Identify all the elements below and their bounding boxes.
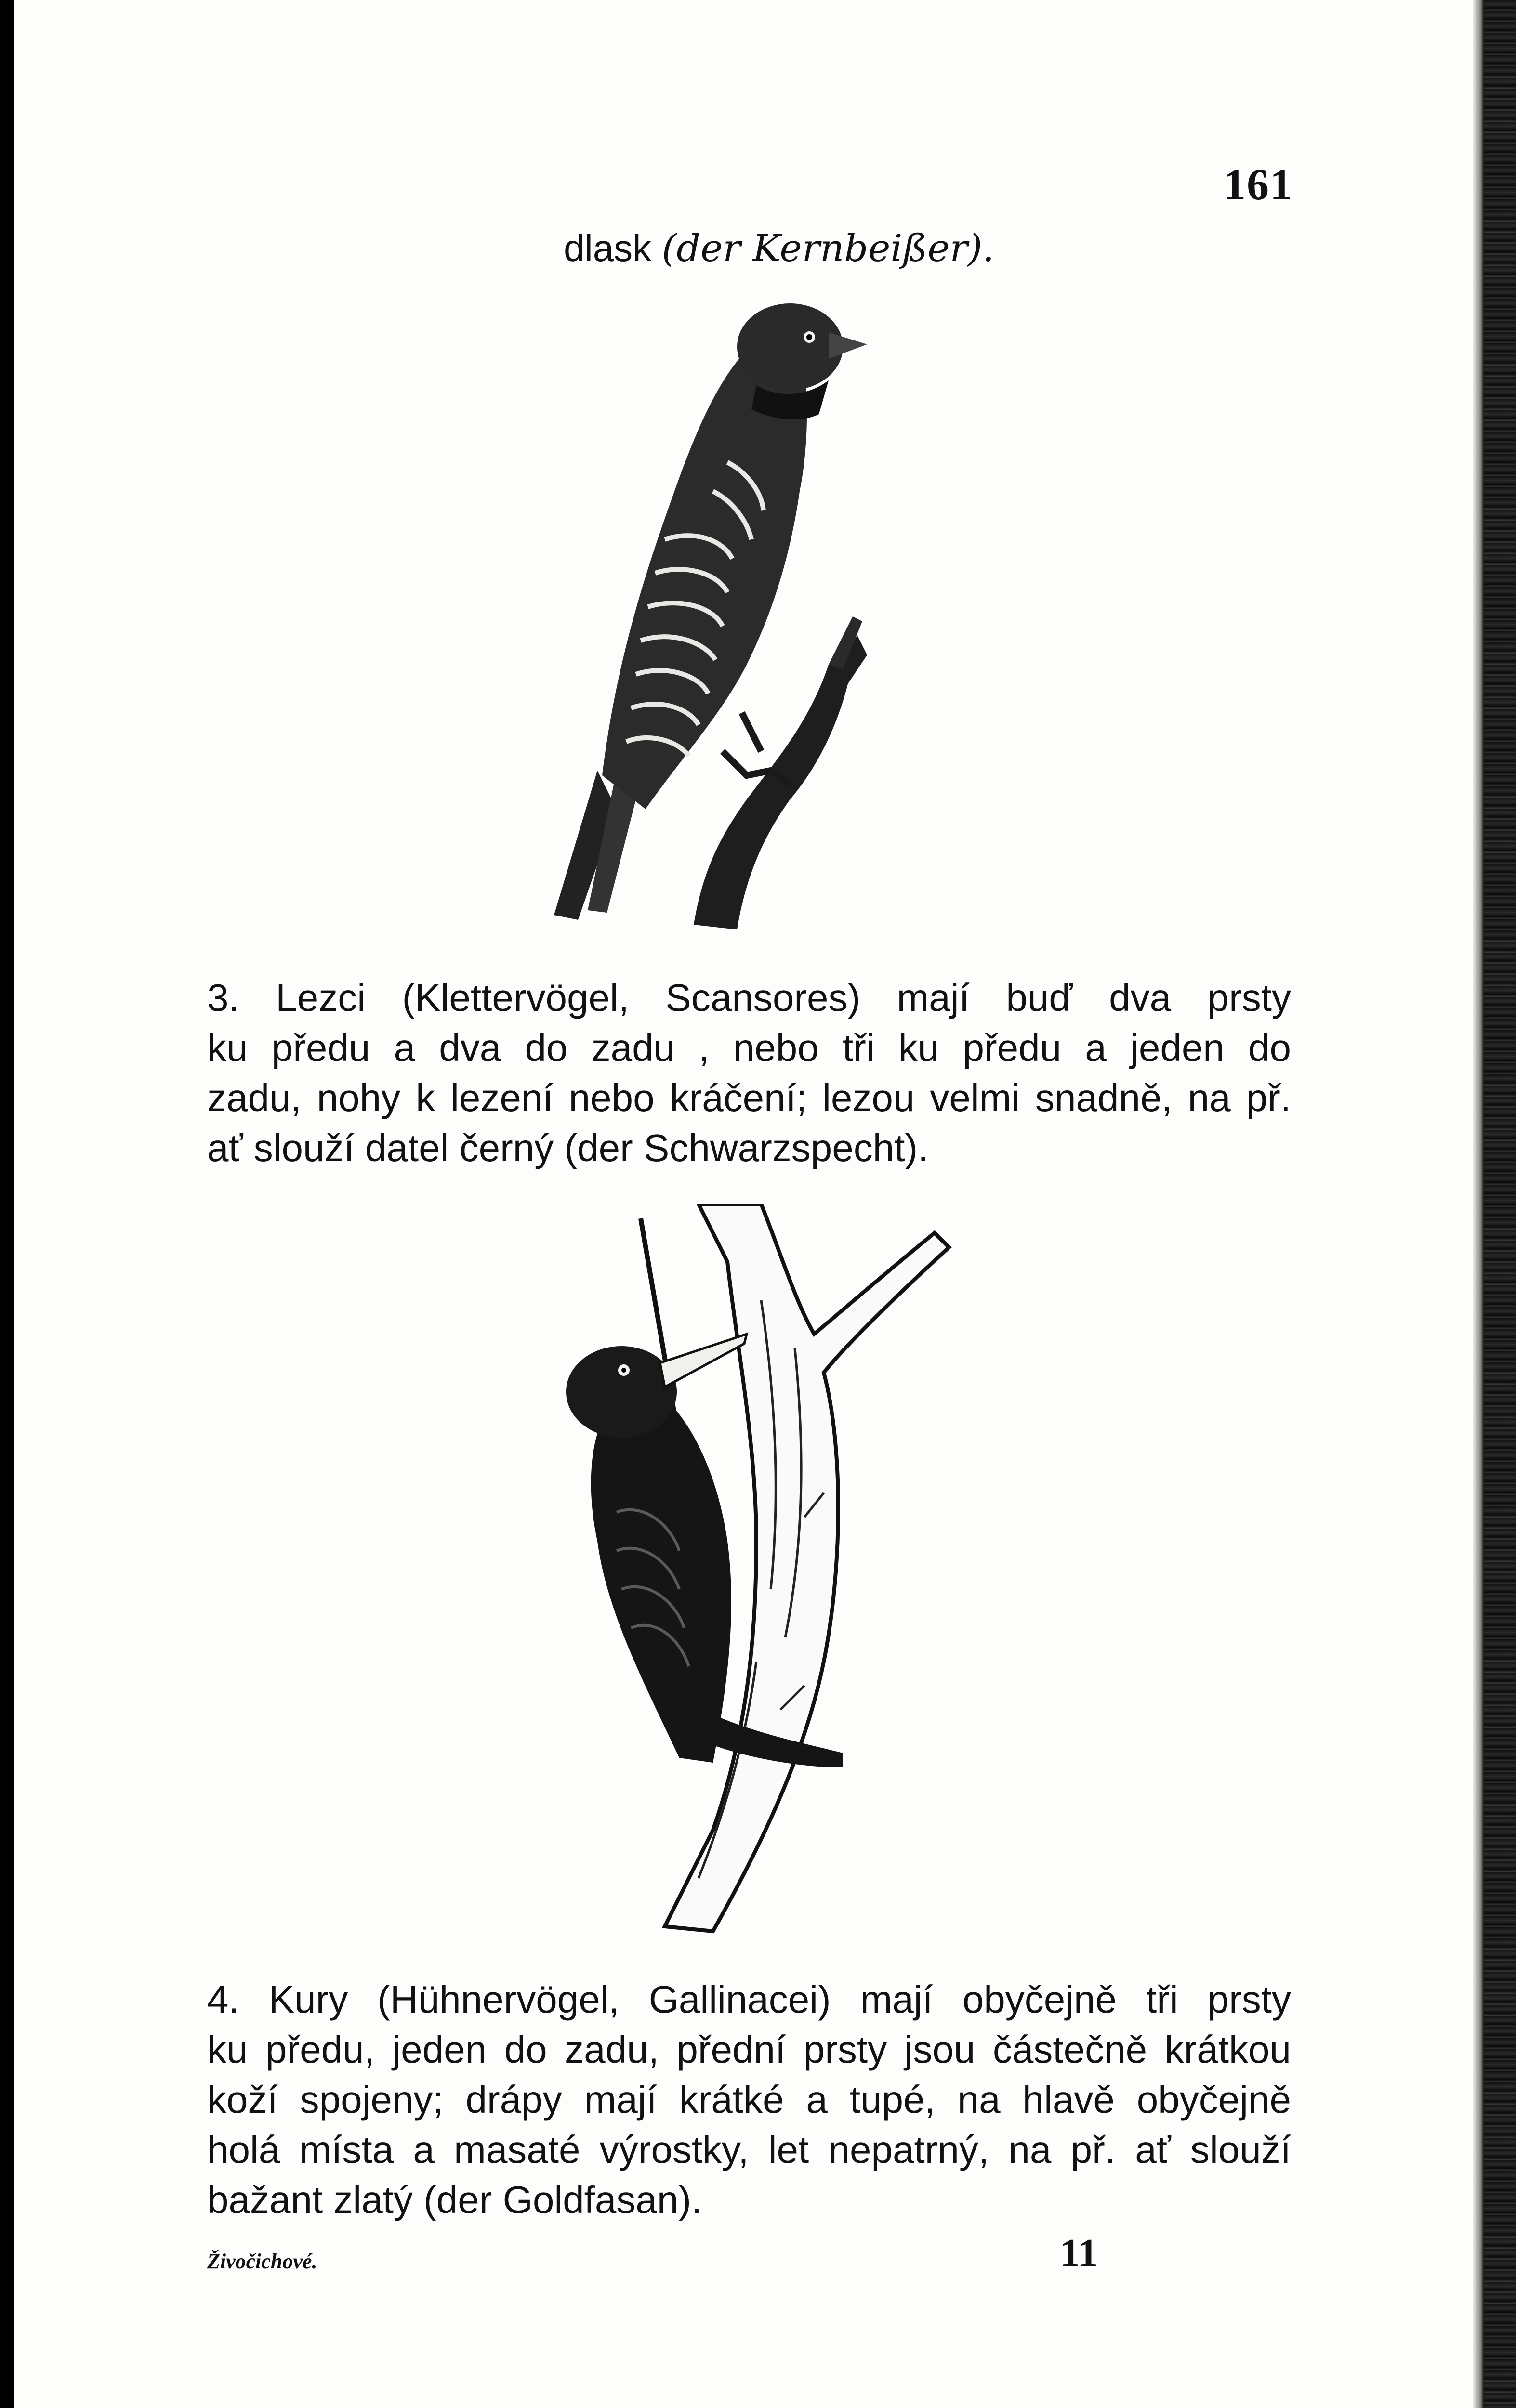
hawfinch-illustration: [520, 289, 954, 939]
footer-section-title: Živočichové.: [207, 2250, 317, 2273]
page-edge-shadow: [1473, 0, 1484, 2408]
paragraph-line: ku předu, jeden do zadu, přední prsty jsou částečně krátkou: [207, 2028, 1291, 2071]
paragraph-gallinacei: [207, 1975, 1291, 2225]
figure-caption-hawfinch: [564, 226, 994, 270]
paragraph-line: 3. Lezci (Klettervögel, Scansores) mají buď dva prsty: [207, 976, 1291, 1019]
paragraph-line: ku předu a dva do zadu , nebo tři ku předu a jeden do: [207, 1026, 1291, 1069]
paragraph-line: koží spojeny; drápy mají krátké a tupé, na hlavě obyčejně: [207, 2078, 1291, 2121]
footer-sheet-number: 11: [1060, 2231, 1098, 2276]
caption-german: (der Kernbeißer).: [661, 227, 995, 270]
paragraph-scansores: [207, 973, 1291, 1173]
woodpecker-illustration: [554, 1204, 1016, 1955]
caption-czech: dlask: [564, 227, 652, 269]
paragraph-line: 4. Kury (Hühnervögel, Gallinacei) mají obyčejně tři prsty: [207, 1978, 1291, 2021]
paragraph-line: bažant zlatý (der Goldfasan).: [207, 2178, 702, 2221]
paragraph-line: ať slouží datel černý (der Schwarzspecht).: [207, 1126, 929, 1169]
book-edge: [1484, 0, 1516, 2408]
page-number: 161: [1224, 160, 1293, 209]
paragraph-line: holá místa a masaté výrostky, let nepatrný, na př. ať slouží: [207, 2128, 1291, 2171]
paragraph-line: zadu, nohy k lezení nebo kráčení; lezou velmi snadně, na př.: [207, 1076, 1291, 1119]
